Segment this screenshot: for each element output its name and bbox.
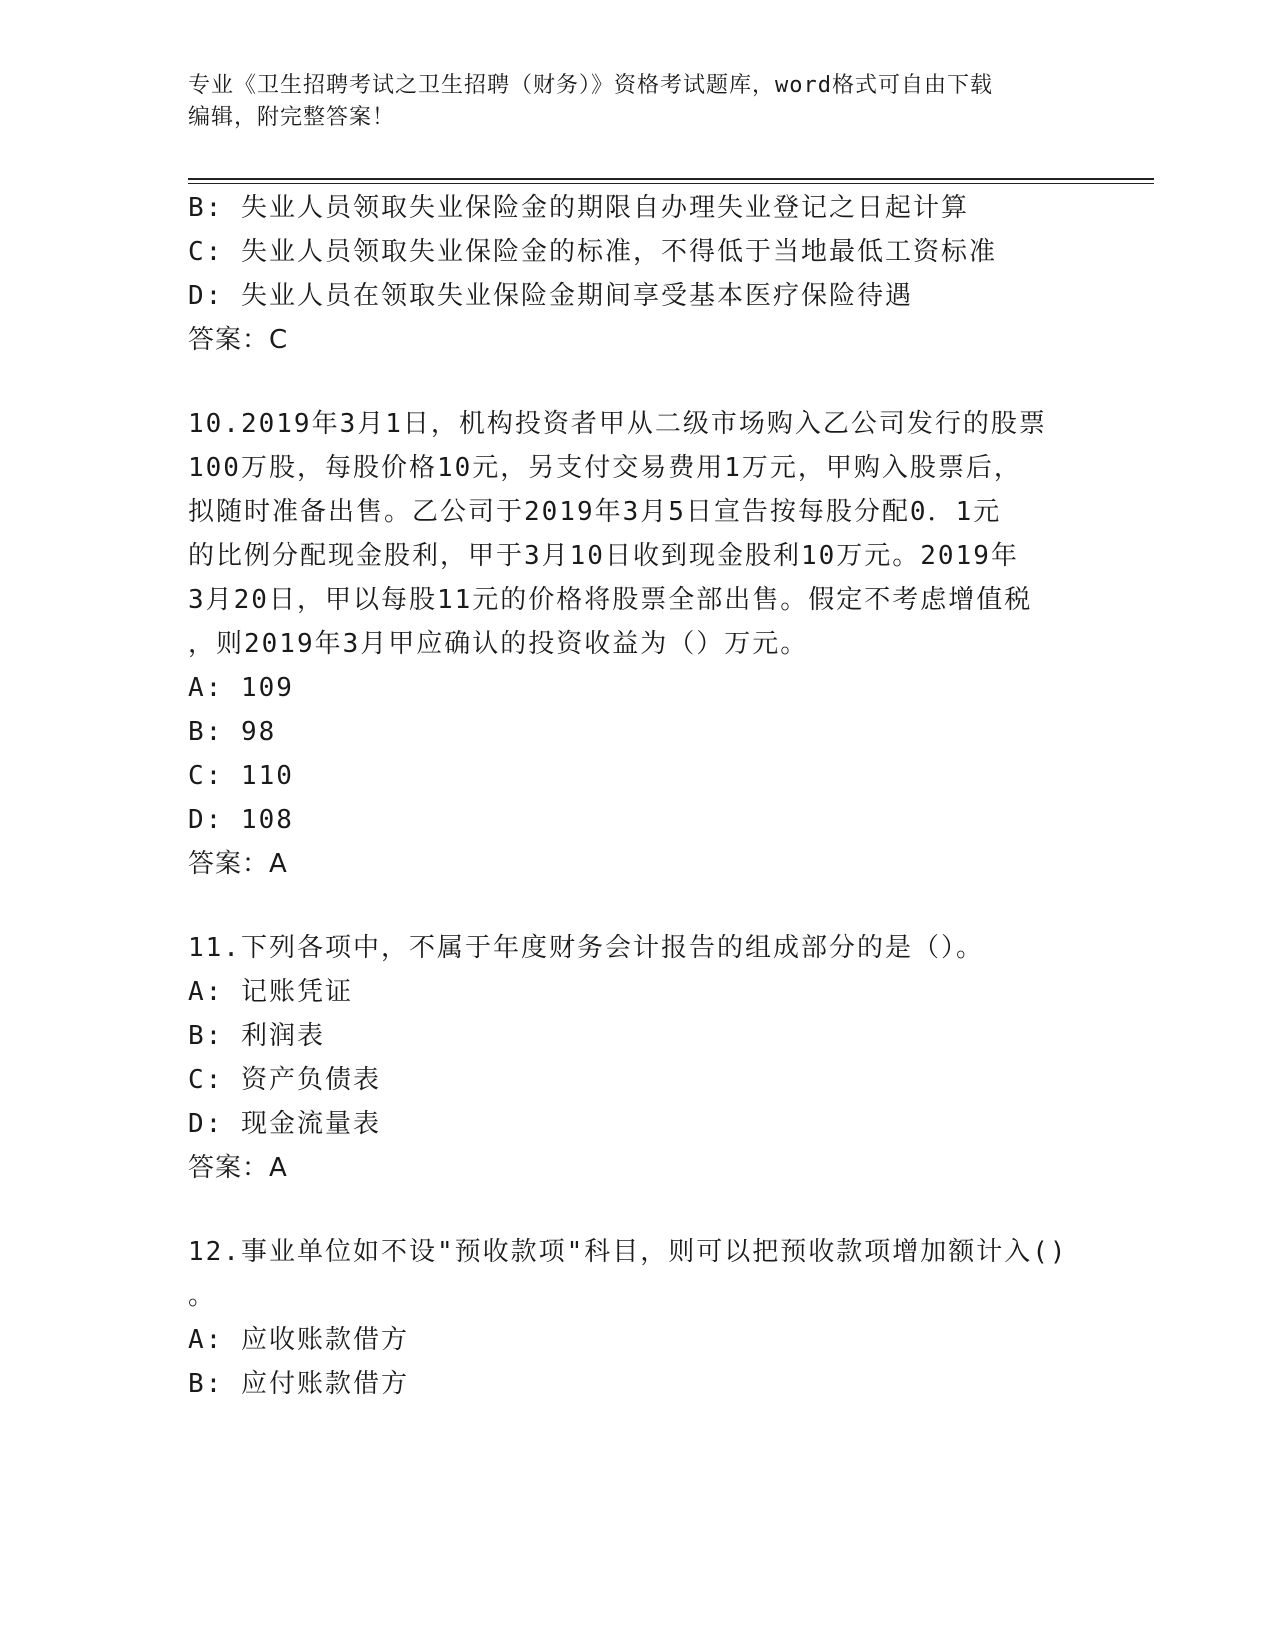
q11-answer: 答案：A xyxy=(188,1153,288,1183)
q10-stem-line-3: 拟随时准备出售。乙公司于2019年3月5日宣告按每股分配0．1元 xyxy=(188,497,1002,527)
q11-option-c: C: 资产负债表 xyxy=(188,1065,381,1095)
q11-option-a: A: 记账凭证 xyxy=(188,977,353,1007)
q10-answer: 答案：A xyxy=(188,849,288,879)
q10-option-b: B: 98 xyxy=(188,717,277,747)
q12-option-b: B: 应付账款借方 xyxy=(188,1369,409,1399)
q10-option-d: D: 108 xyxy=(188,805,294,835)
q11-option-d: D: 现金流量表 xyxy=(188,1109,381,1139)
q11-option-b: B: 利润表 xyxy=(188,1021,325,1051)
header-line-2: 编辑，附完整答案！ xyxy=(188,105,396,130)
q10-option-a: A: 109 xyxy=(188,673,294,703)
q10-stem-line-5: 3月20日，甲以每股11元的价格将股票全部出售。假定不考虑增值税 xyxy=(188,585,1033,615)
q10-stem-line-2: 100万股，每股价格10元，另支付交易费用1万元，甲购入股票后， xyxy=(188,453,1022,483)
q9-option-c: C: 失业人员领取失业保险金的标准，不得低于当地最低工资标准 xyxy=(188,237,997,267)
q12-option-a: A: 应收账款借方 xyxy=(188,1325,409,1355)
q9-option-b: B: 失业人员领取失业保险金的期限自办理失业登记之日起计算 xyxy=(188,193,969,223)
q10-option-c: C: 110 xyxy=(188,761,294,791)
q9-option-d: D: 失业人员在领取失业保险金期间享受基本医疗保险待遇 xyxy=(188,281,913,311)
q10-stem-line-6: ，则2019年3月甲应确认的投资收益为（）万元。 xyxy=(188,629,809,659)
header-line-1: 专业《卫生招聘考试之卫生招聘（财务）》资格考试题库，word格式可自由下载 xyxy=(188,73,993,98)
q10-stem-line-1: 10.2019年3月1日，机构投资者甲从二级市场购入乙公司发行的股票 xyxy=(188,409,1047,439)
q11-stem: 11.下列各项中，不属于年度财务会计报告的组成部分的是（）。 xyxy=(188,933,984,963)
q12-stem-line-1: 12.事业单位如不设"预收款项"科目，则可以把预收款项增加额计入() xyxy=(188,1237,1068,1267)
q10-stem-line-4: 的比例分配现金股利，甲于3月10日收到现金股利10万元。2019年 xyxy=(188,541,1019,571)
q12-stem-line-2: 。 xyxy=(188,1281,217,1311)
q9-answer: 答案：C xyxy=(188,325,289,355)
